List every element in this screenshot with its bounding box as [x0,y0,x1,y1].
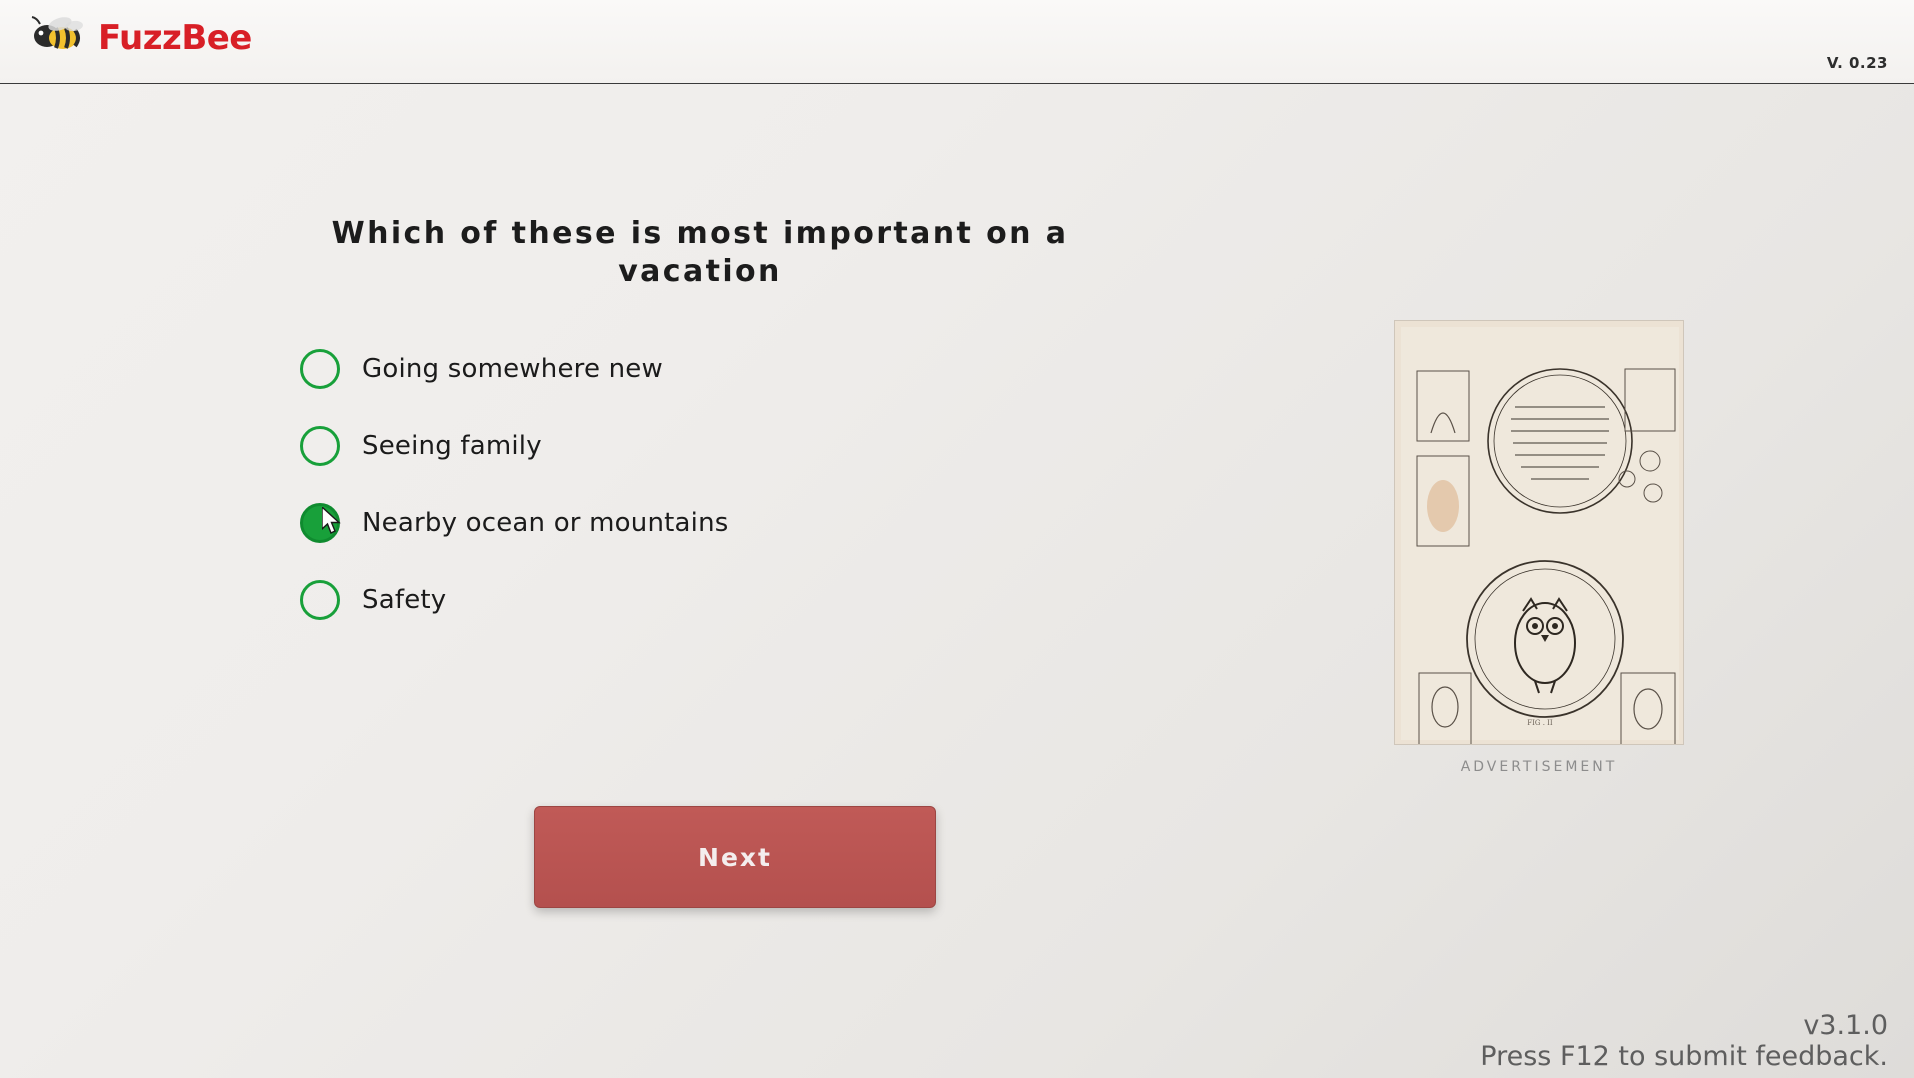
question-title: Which of these is most important on a vacation [331,216,1069,289]
options-list [300,330,1120,638]
logo-area[interactable] [30,14,252,62]
option-row-2[interactable] [300,484,1120,561]
radio-icon-3[interactable] [300,580,340,620]
feedback-hint: Press F12 to submit feedback. [1480,1040,1888,1072]
option-label-2: Nearby ocean or mountains [362,507,729,538]
option-row-1[interactable] [300,407,1120,484]
app-header [0,0,1914,84]
svg-text:FIG . II: FIG . II [1527,719,1553,727]
radio-icon-0[interactable] [300,349,340,389]
advertisement-caption: ADVERTISEMENT [1460,759,1618,775]
advertisement-image[interactable] [1394,320,1684,745]
radio-icon-1[interactable] [300,426,340,466]
app-version-label: v3.1.0 [1803,1009,1888,1041]
option-row-3[interactable] [300,561,1120,638]
option-label-1: Seeing family [362,430,542,461]
header-version-label: V. 0.23 [1826,54,1888,72]
brand-name: FuzzBee [98,18,252,58]
bee-icon [30,14,86,62]
option-row-0[interactable] [300,330,1120,407]
option-label-3: Safety [362,584,447,615]
radio-icon-2[interactable] [300,503,340,543]
advertisement-panel[interactable] [1394,320,1684,775]
footer [1480,1010,1888,1072]
option-label-0: Going somewhere new [362,353,663,384]
next-button[interactable]: Next [534,806,936,908]
